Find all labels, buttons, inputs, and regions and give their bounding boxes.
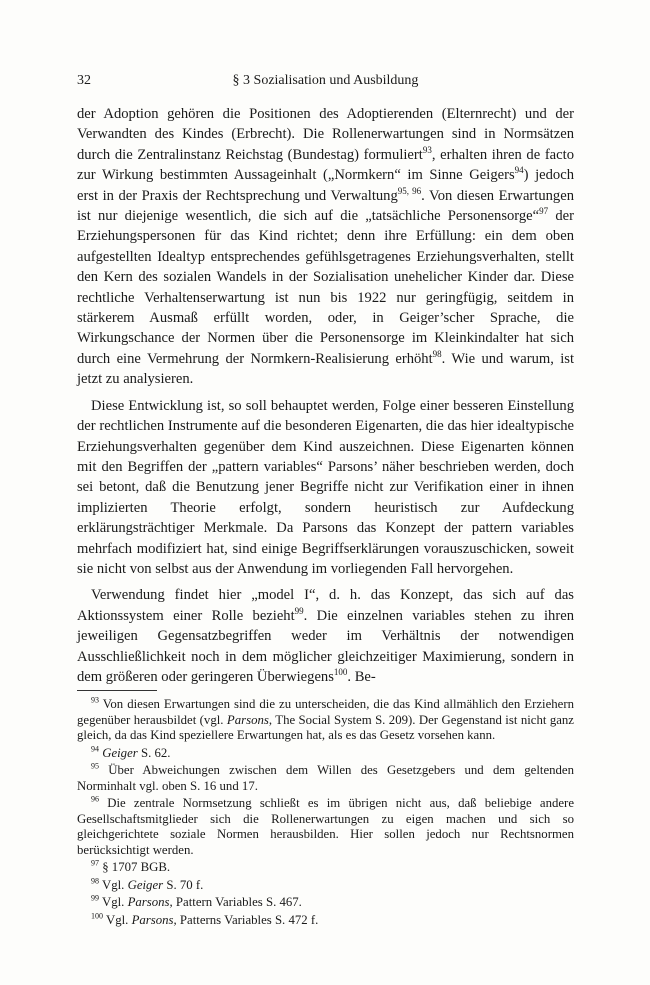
footnote-ref: 93 — [422, 144, 432, 155]
text-segment: ) jedoch erst in der Praxis der Rechtsprechung und Verwaltung — [77, 167, 574, 204]
text-segment: § 1707 BGB. — [102, 860, 171, 874]
footnote — [77, 860, 574, 876]
text-segment: Vgl. — [101, 895, 128, 909]
italic-text: Parsons, — [131, 912, 177, 927]
footnote-ref: 98 — [432, 349, 442, 360]
text-segment: Vgl. — [105, 912, 132, 927]
footnote — [77, 697, 574, 744]
footnote-ref: 100 — [333, 667, 348, 678]
text-segment: der Adoption gehören die Positionen des Adoptierenden (Elternrecht) und der Verwandten des Kindes (Erbrecht). Die Rollenerwartungen sind in Normsätzen durch die Zentralinstanz Reichstag (Bundestag) formuliert — [77, 106, 574, 163]
footnote — [77, 796, 574, 858]
text-segment: Patterns Variables S. 472 f. — [176, 912, 319, 927]
footnote — [77, 746, 574, 762]
footnote-ref: 97 — [539, 206, 549, 217]
paragraph — [77, 104, 574, 390]
footnote-number: 95 — [91, 761, 99, 771]
main-text — [77, 104, 574, 687]
running-title: § 3 Sozialisation und Ausbildung — [232, 73, 419, 88]
footnote — [77, 895, 574, 911]
footnote-number: 98 — [91, 876, 99, 886]
text-segment: Verwendung findet hier „model I“, d. h. das Konzept, das sich auf das Aktionssystem einer Rolle bezieht — [77, 587, 574, 624]
paragraph — [77, 585, 574, 687]
footnote-ref: 94 — [514, 165, 524, 176]
text-segment: , erhalten ihren de facto zur Wirkung bestimmten Aussageinhalt („Normkern“ im Sinne Geigers — [77, 146, 574, 184]
footnote-number: 94 — [91, 744, 99, 754]
text-segment: Von diesen Erwartungen sind die zu unterscheiden, die das Kind allmählich den Erziehern gegenüber herausbildet (vgl. — [77, 697, 575, 727]
text-segment: der Erziehungspersonen für das Kind richtet; denn ihre Erfüllung: ein dem oben aufgestellten Idealtyp entsprechendes gefühlsgetragenes Erziehungsverhalten, stellt den Kern des sozialen Wandels in der Sozialisation unehelicher Kinder dar. Diese rechtliche Verhaltenserwartung ist nun bis 1922 nur geringfügig, seitdem in stärkerem Ausmaß erfüllt worden, oder, in Geiger’scher Sprache, die Wirkungschance der Normen über die Personensorge im Kleinkindalter hat sich durch eine Vermehrung der Normkern-Realisierung erhöht — [77, 208, 574, 367]
page-number: 32 — [77, 73, 91, 88]
text-segment: Diese Entwicklung ist, so soll behauptet werden, Folge einer besseren Einstellung der rechtlichen Instrumente auf die besonderen Eigenarten, die das hier idealtypische Erziehungsverhalten gegenüber dem Kind auszeichnen. Diese Eigenarten können mit den Begriffen der „pattern variables“ Parsons’ näher beschrieben werden, doch sei betont, daß die Benutzung jener Begriffe nicht zur Verifikation einer in ihnen implizierten Theorie erfolgt, sondern heuristisch zur Aufdeckung erklärungsträchtiger Merkmale. Da Parsons das Konzept der pattern variables mehrfach modifiziert hat, sind einige Begriffserklärungen vorauszuschicken, soweit sie nicht von selbst aus der Anwendung im vorliegenden Fall hervorgehen. — [77, 397, 574, 577]
footnote-number: 97 — [91, 858, 99, 868]
text-segment: . Wie und warum, ist jetzt zu analysieren. — [77, 350, 574, 388]
text-segment: . Von diesen Erwartungen ist nur diejenige wesentlich, die sich auf die „tatsächliche Personensorge“ — [77, 187, 574, 225]
text-segment: Über Abweichungen zwischen dem Willen des Gesetzgebers und dem geltenden Norminhalt vgl. oben S. 16 und 17. — [77, 763, 575, 793]
italic-text: Geiger — [127, 877, 164, 892]
italic-text: Parsons, — [127, 895, 173, 909]
footnote-ref: 95, 96 — [397, 185, 422, 196]
footnote — [77, 913, 574, 929]
footnote — [77, 763, 574, 794]
footnote-number: 100 — [91, 911, 103, 921]
footnote-number: 99 — [91, 893, 99, 903]
text-segment: S. 70 f. — [163, 877, 204, 892]
footnotes — [77, 697, 574, 930]
text-segment: Vgl. — [101, 877, 128, 892]
text-segment: S. 62. — [137, 745, 171, 760]
footnote-number: 96 — [91, 794, 99, 804]
footnote-number: 93 — [91, 695, 99, 705]
text-segment: Pattern Variables S. 467. — [172, 895, 302, 909]
italic-text: Geiger — [102, 745, 138, 760]
italic-text: Parsons — [226, 712, 269, 727]
text-segment: , The Social System S. 209). Der Gegenstand ist nicht ganz gleich, da das Kind speziellere Erwartungen hat, als es das Gesetz vorsehen kann. — [77, 712, 574, 742]
footnote — [77, 878, 574, 894]
paragraph — [77, 396, 574, 580]
footnote-separator — [77, 690, 157, 691]
text-segment: . Die einzelnen variables stehen zu ihren jeweiligen Gegensatzbegriffen weder im Verhältnis der notwendigen Ausschließlichkeit noch in dem möglicher gleichzeitiger Maximierung, sondern in dem größeren oder geringeren Überwiegens — [77, 607, 574, 685]
text-segment: Die zentrale Normsetzung schließt es im übrigen nicht aus, daß beliebige andere Gesellschaftsmitglieder sich die Rollenerwartungen zu eigen machen und sich so gleichgerichtete soziale Normen herausbilden. Hier sollen jedoch nur Rechtsnormen berücksichtigt werden. — [77, 796, 574, 857]
page-header — [77, 73, 574, 93]
text-segment: . Be- — [347, 668, 376, 685]
footnote-ref: 99 — [294, 605, 304, 616]
